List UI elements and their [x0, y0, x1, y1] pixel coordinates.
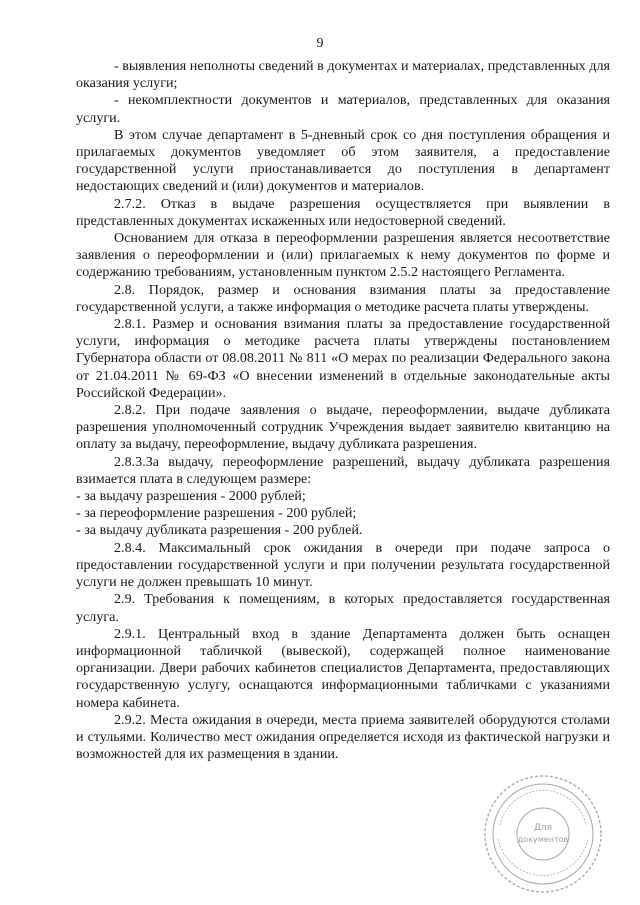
stamp-line-1: Для — [533, 823, 553, 833]
official-stamp — [482, 773, 604, 895]
paragraph-list-item: - выявления неполноты сведений в документах и материалах, представленных для оказания услуги; — [76, 58, 610, 92]
paragraph: 2.7.2. Отказ в выдаче разрешения осуществляется при выявлении в представленных документах искаженных или недостоверной сведений. — [76, 195, 610, 229]
paragraph: 2.9. Требования к помещениям, в которых предоставляется государственная услуга. — [76, 591, 610, 625]
fee-list-item: - за выдачу дубликата разрешения - 200 рублей. — [76, 522, 363, 539]
paragraph: 2.8.4. Максимальный срок ожидания в очереди при подаче запроса о предоставлении государственной услуги и при получении результата государственной услуги не должен превышать 10 минут. — [76, 539, 610, 591]
fee-list-item: - за переоформление разрешения - 200 рублей; — [76, 505, 357, 522]
paragraph: 2.8. Порядок, размер и основания взимания платы за предоставление государственной услуги, а также информация о методике расчета платы утверждены. — [76, 281, 610, 315]
paragraph: 2.8.1. Размер и основания взимания платы за предоставление государственной услуги, информация о методике расчета платы утверждены постановлением Губернатора области от 08.08.2011 № 811 «О мерах по реализации Федерального закона от 21.04.2011 № 69-ФЗ «О внесении изменений в отдельные законодательные акты Российской Федерации». — [76, 316, 610, 401]
document-body — [76, 58, 610, 763]
paragraph: 2.9.1. Центральный вход в здание Департамента должен быть оснащен информационной табличкой (вывеской), содержащей полное наименование организации. Двери рабочих кабинетов специалистов Департамента, предоставляющих государственную услугу, оснащаются информационными табличками с указаниями номера кабинета. — [76, 625, 610, 711]
paragraph: Основанием для отказа в переоформлении разрешения является несоответствие заявления о переоформлении и (или) прилагаемых к нему документов по форме и содержанию требованиям, установленным пунктом 2.5.2 настоящего Регламента. — [76, 230, 610, 281]
paragraph: 2.8.2. При подаче заявления о выдаче, переоформлении, выдаче дубликата разрешения уполномоченный сотрудник Учреждения выдает заявителю квитанцию на оплату за выдачу, переоформление, выдачу дубликата разрешения. — [76, 402, 610, 453]
paragraph: 2.8.3.За выдачу, переоформление разрешений, выдачу дубликата разрешения взимается плата в следующем размере: — [76, 453, 610, 487]
fee-list-item: - за выдачу разрешения - 2000 рублей; — [76, 488, 306, 505]
paragraph: В этом случае департамент в 5-дневный срок со дня поступления обращения и прилагаемых документов уведомляет об этом заявителя, а предоставление государственной услуги приостанавливается до поступления в департамент недостающих сведений и (или) документов и материалов. — [76, 126, 610, 195]
paragraph-list-item: - некомплектности документов и материалов, представленных для оказания услуги. — [76, 92, 610, 126]
stamp-line-2: документов — [517, 835, 569, 844]
page-number: 9 — [316, 36, 324, 51]
paragraph: 2.9.2. Места ожидания в очереди, места приема заявителей оборудуются столами и стульями. Количество мест ожидания определяется исходя из фактической нагрузки и возможностей для их размещения в здании. — [76, 711, 610, 763]
